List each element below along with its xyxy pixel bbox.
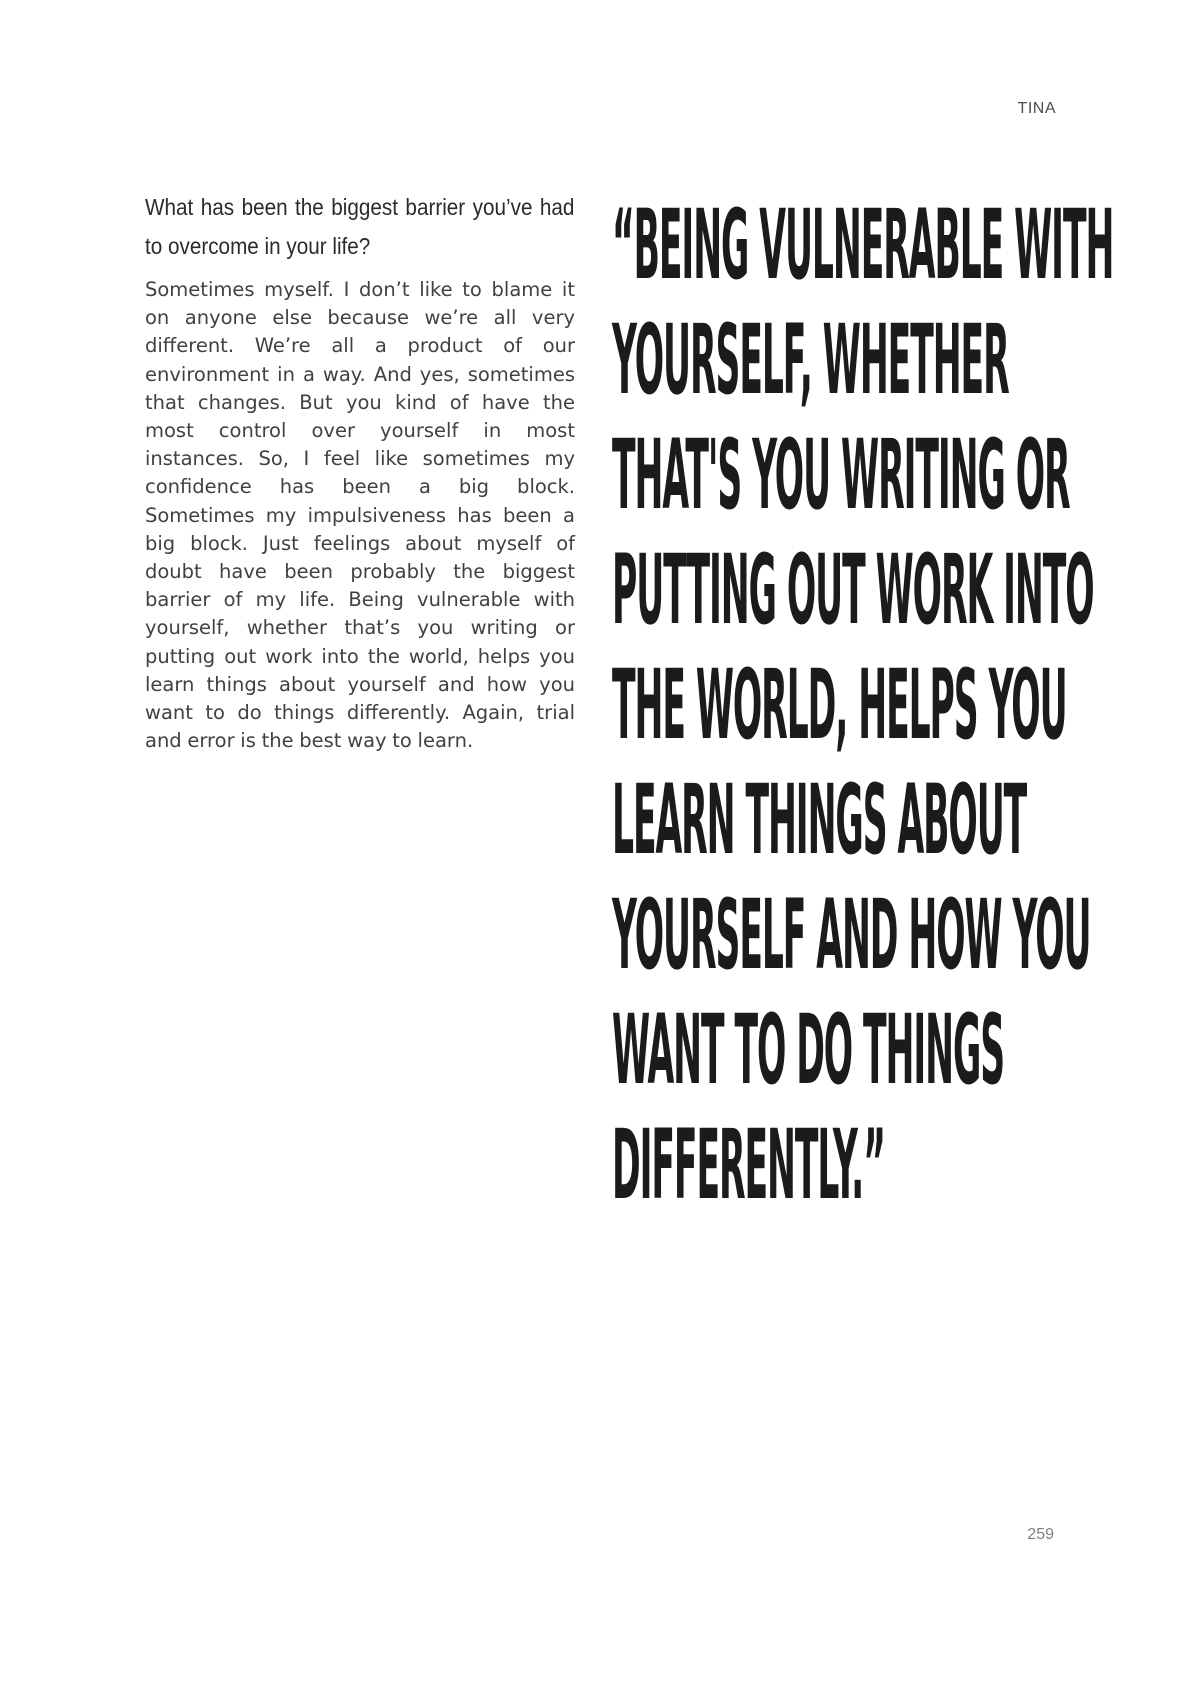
pull-quote-line: “BEING VULNERABLE WITH [612,189,1114,301]
page-number: 259 [1027,1526,1054,1543]
interview-question: What has been the biggest barrier you’ve had to overcome in your life? [145,194,575,259]
pull-quote-line: WANT TO DO THINGS [612,994,1005,1106]
pull-quote-line: LEARN THINGS ABOUT [612,764,1027,876]
pull-quote-line: THAT'S YOU WRITING OR [612,419,1070,531]
interview-column [145,188,575,755]
pull-quote-line: PUTTING OUT WORK INTO [612,534,1094,646]
pull-quote-line: YOURSELF AND HOW YOU [612,879,1091,991]
pull-quote-line: THE WORLD, HELPS YOU [612,649,1067,761]
interview-answer: Sometimes myself. I don’t like to blame it on anyone else because we’re all very different. We’re all a product of our environment in a way. And yes, sometimes that changes. But you kind of have the most control over yourself in most instances. So, I feel like sometimes my confidence has been a big block. Sometimes my impulsiveness has been a big block. Just feelings about myself of doubt have been probably the biggest barrier of my life. Being vulnerable with yourself, whether that’s you writing or putting out work into the world, helps you learn things about yourself and how you want to do things differently. Again, trial and error is the best way to learn. [145,278,575,753]
pull-quote-line: YOURSELF, WHETHER [612,304,1009,416]
pull-quote [612,188,1114,1223]
pull-quote-line: DIFFERENTLY.” [612,1109,885,1221]
running-head: TINA [1017,100,1056,117]
